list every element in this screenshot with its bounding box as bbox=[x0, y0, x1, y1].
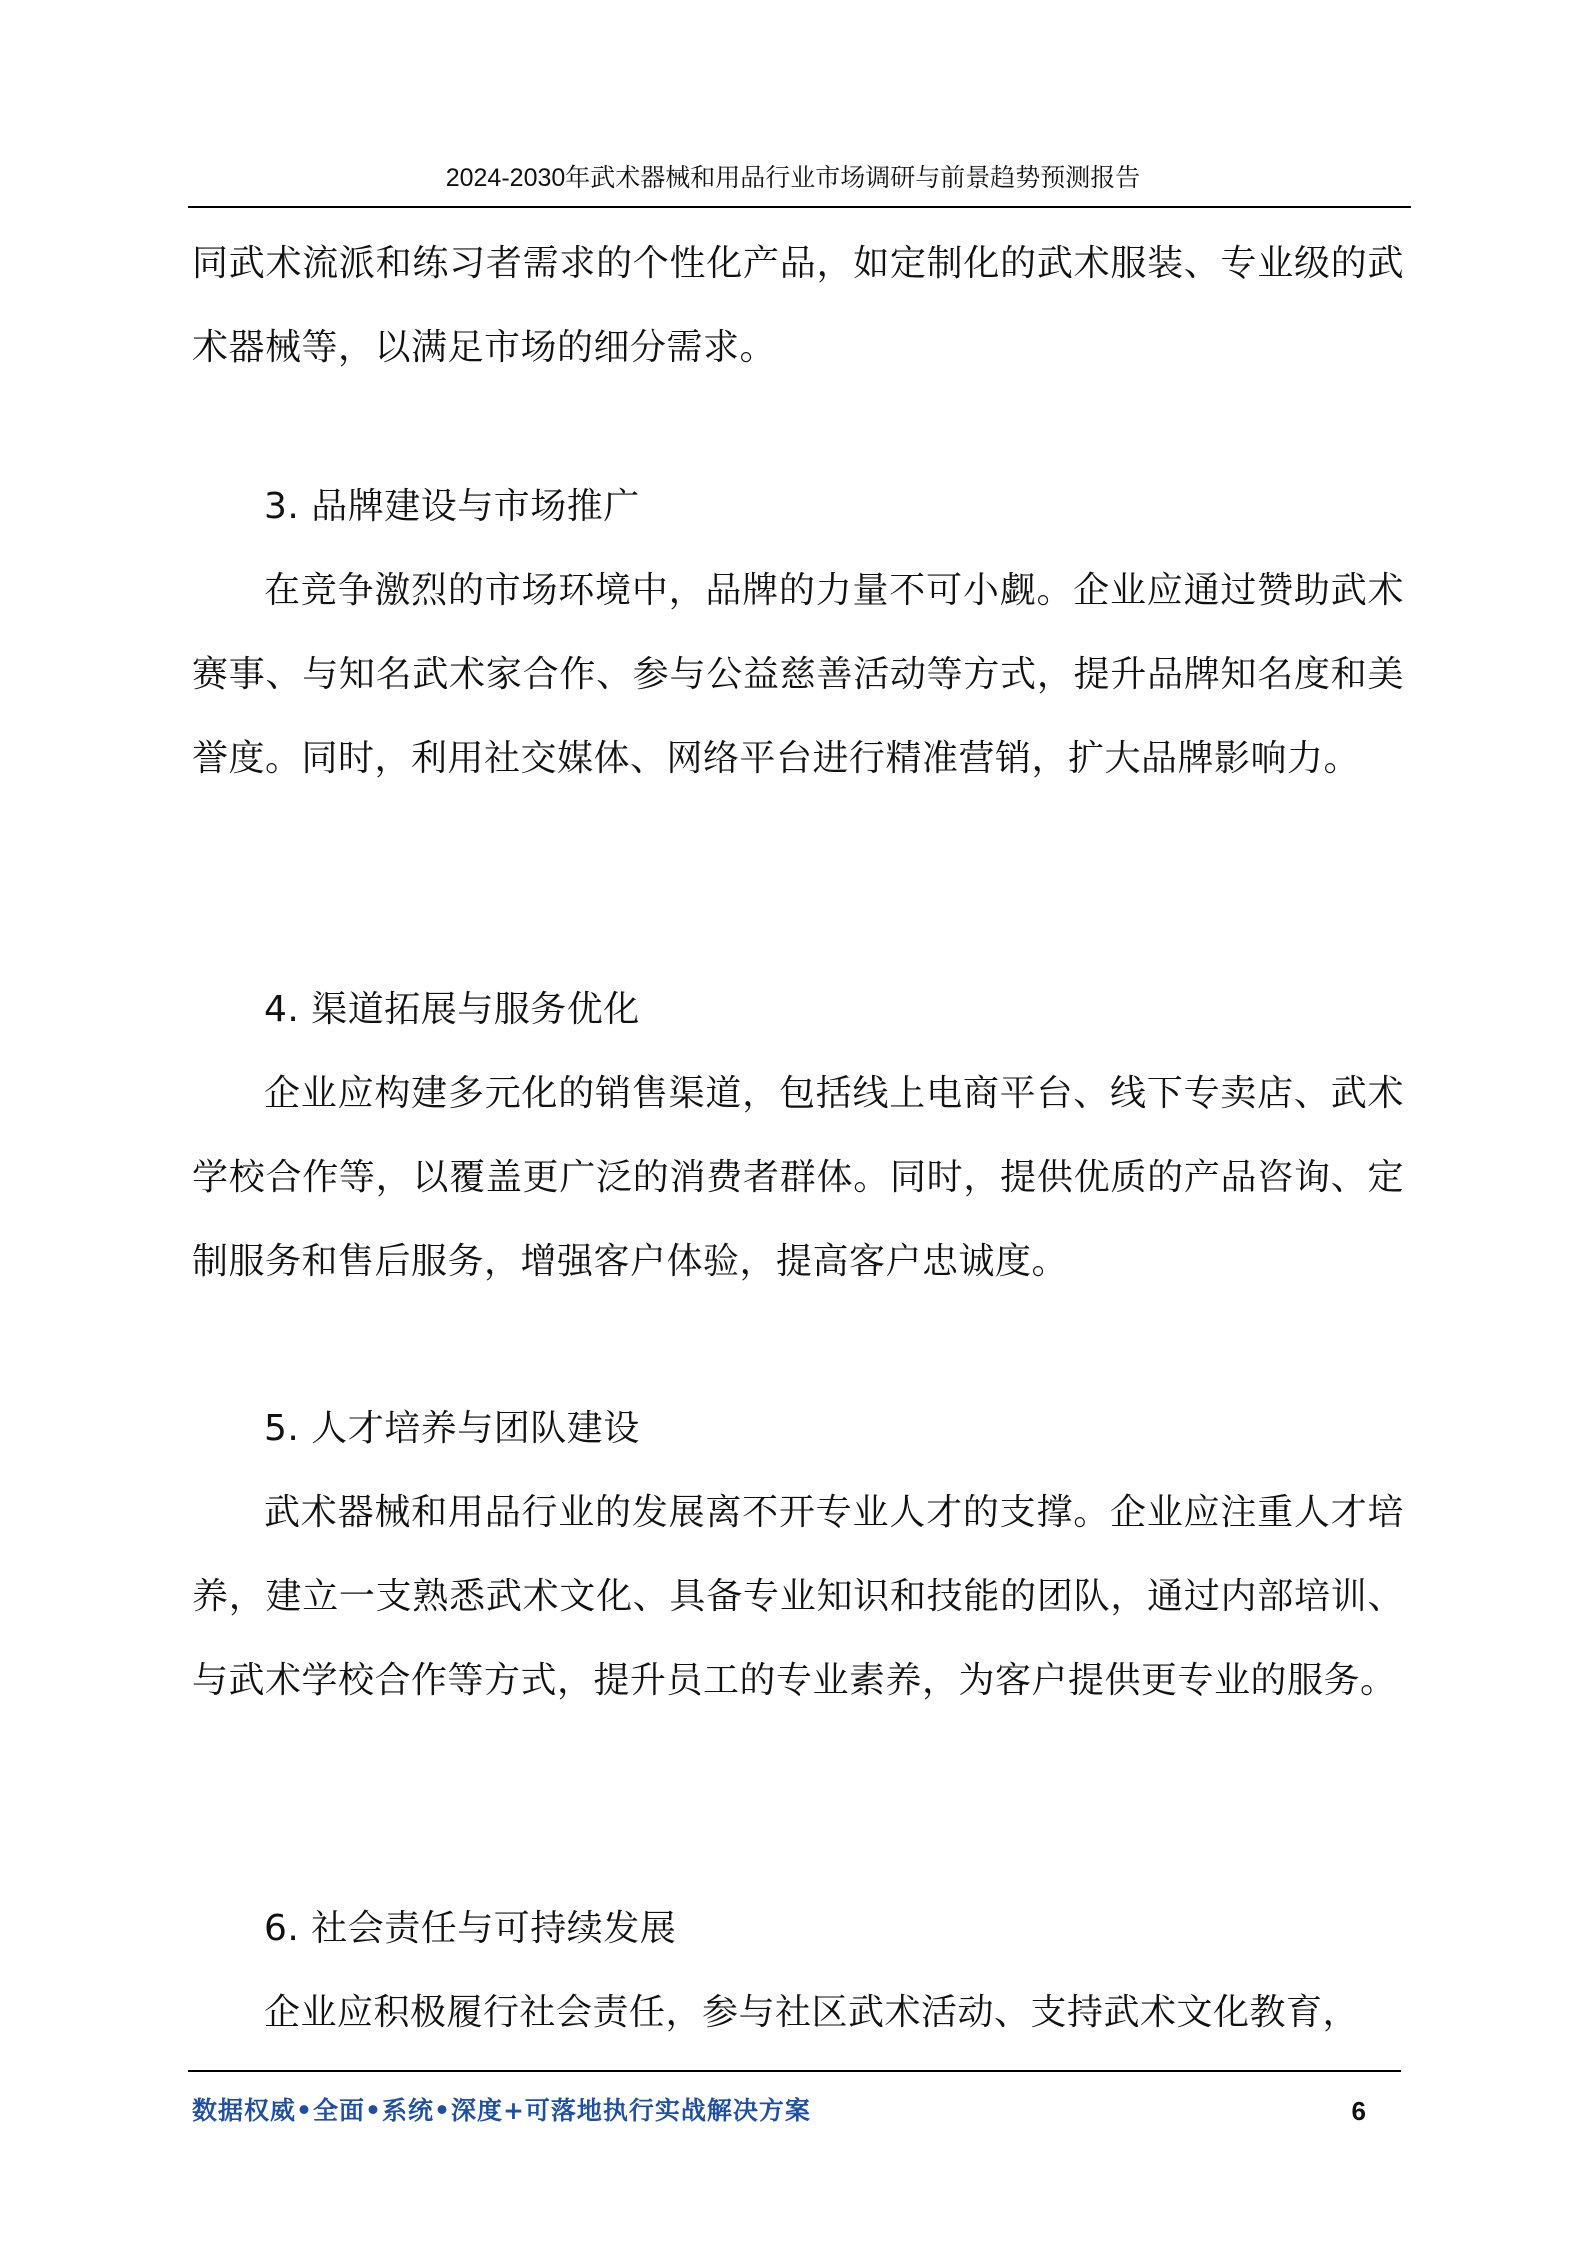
section-heading-4: 4. 渠道拓展与服务优化 bbox=[264, 989, 640, 1030]
section-3 bbox=[192, 465, 1404, 801]
section-heading-6: 6. 社会责任与可持续发展 bbox=[264, 1908, 677, 1949]
header-divider bbox=[188, 206, 1411, 208]
report-title: 2024-2030年武术器械和用品行业市场调研与前景趋势预测报告 bbox=[445, 164, 1141, 192]
section-paragraph-5: 武术器械和用品行业的发展离不开专业人才的支撑。企业应注重人才培养，建立一支熟悉武术文化、具备专业知识和技能的团队，通过内部培训、与武术学校合作等方式，提升员工的专业素养，为客户提供更专业的服务。 bbox=[192, 1492, 1404, 1701]
footer-slogan: 数据权威•全面•系统•深度+可落地执行实战解决方案 bbox=[192, 2096, 811, 2125]
section-6 bbox=[192, 1887, 1404, 2055]
section-heading-3: 3. 品牌建设与市场推广 bbox=[264, 486, 640, 527]
section-paragraph-3: 在竞争激烈的市场环境中，品牌的力量不可小觑。企业应通过赞助武术赛事、与知名武术家合作、参与公益慈善活动等方式，提升品牌知名度和美誉度。同时，利用社交媒体、网络平台进行精准营销，扩大品牌影响力。 bbox=[192, 570, 1404, 779]
section-paragraph-4: 企业应构建多元化的销售渠道，包括线上电商平台、线下专卖店、武术学校合作等，以覆盖更广泛的消费者群体。同时，提供优质的产品咨询、定制服务和售后服务，增强客户体验，提高客户忠诚度。 bbox=[192, 1073, 1404, 1282]
page-body bbox=[192, 222, 1404, 390]
section-heading-5: 5. 人才培养与团队建设 bbox=[264, 1408, 640, 1449]
section-paragraph-6: 企业应积极履行社会责任，参与社区武术活动、支持武术文化教育， bbox=[264, 1992, 1360, 2033]
footer-divider bbox=[188, 2070, 1401, 2072]
page-number: 6 bbox=[1351, 2096, 1366, 2126]
continuation-paragraph: 同武术流派和练习者需求的个性化产品，如定制化的武术服装、专业级的武术器械等，以满足市场的细分需求。 bbox=[192, 243, 1404, 368]
section-4 bbox=[192, 968, 1404, 1304]
section-5 bbox=[192, 1387, 1404, 1723]
